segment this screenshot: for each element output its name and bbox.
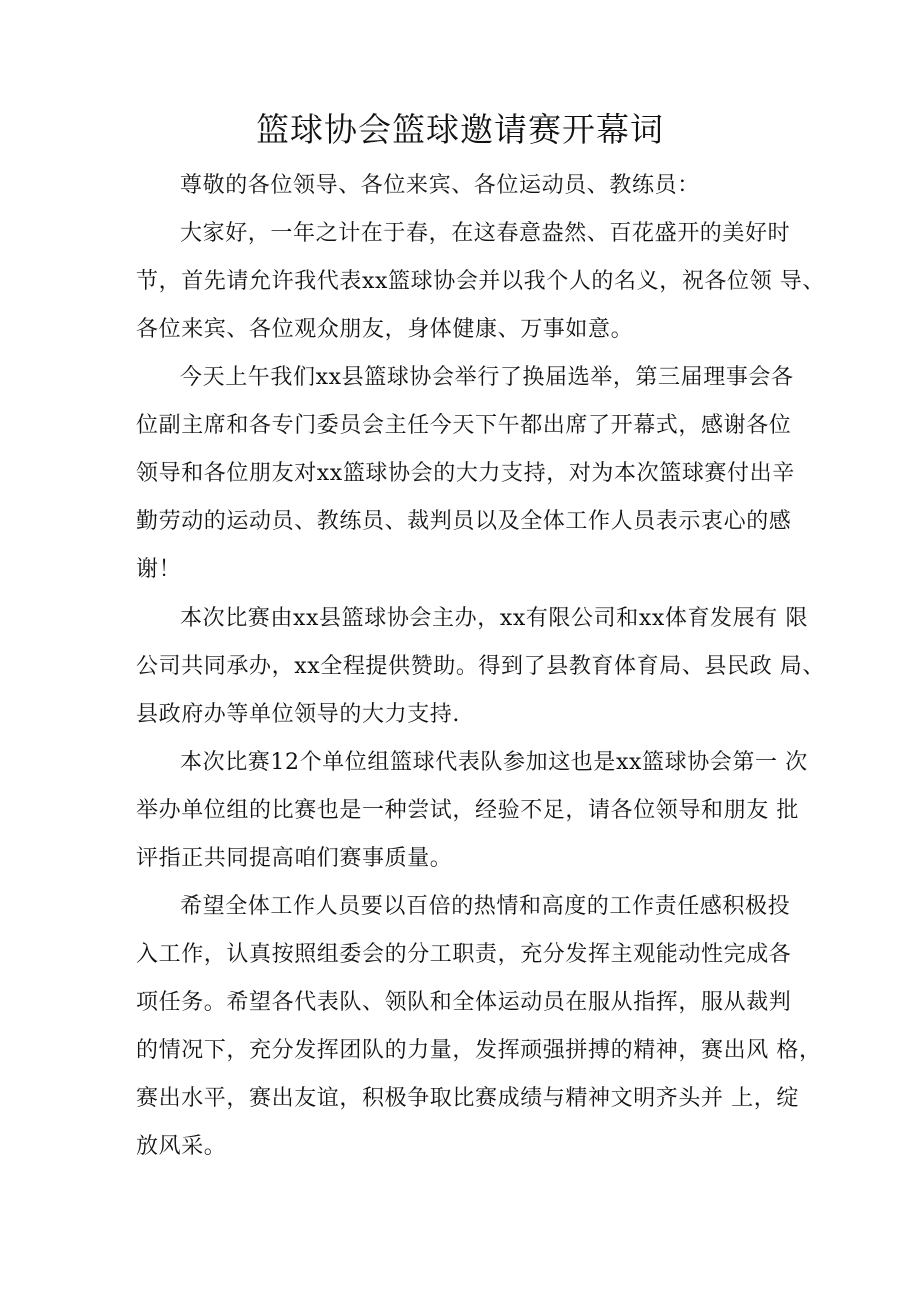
paragraph-line: 勤劳动的运动员、教练员、裁判员以及全体工作人员表示衷心的感 [136, 509, 792, 534]
paragraph-line: 评指正共同提高咱们赛事质量。 [136, 846, 453, 871]
paragraph-line: 项任务。希望各代表队、领队和全体运动员在服从指挥，服从裁判 [136, 990, 792, 1015]
paragraph-line: 举办单位组的比赛也是一种尝试，经验不足，请各位领导和朋友 批 [136, 798, 799, 823]
paragraph-line: 大家好，一年之计在于春，在这春意盎然、百花盛开的美好时 [180, 221, 791, 246]
paragraph-line: 谢！ [136, 557, 182, 582]
paragraph-line: 赛出水平，赛出友谊，积极争取比赛成绩与精神文明齐头并 上，绽 [136, 1086, 799, 1111]
document-title: 篮球协会篮球邀请赛开幕词 [256, 110, 664, 149]
paragraph-line: 公司共同承办，xx全程提供赞助。得到了县教育体育局、县民政 局、 [136, 654, 826, 679]
paragraph-line: 今天上午我们xx县篮球协会举行了换届选举，第三届理事会各 [180, 365, 794, 390]
paragraph-line: 入工作，认真按照组委会的分工职责，充分发挥主观能动性完成各 [136, 942, 792, 967]
paragraph-line: 本次比赛12个单位组篮球代表队参加这也是xx篮球协会第一 次 [180, 750, 808, 775]
salutation-line: 尊敬的各位领导、各位来宾、各位运动员、教练员： [180, 173, 700, 198]
paragraph-line: 位副主席和各专门委员会主任今天下午都出席了开幕式，感谢各位 [136, 413, 792, 438]
paragraph-line: 县政府办等单位领导的大力支持. [136, 702, 460, 727]
paragraph-line: 各位来宾、各位观众朋友，身体健康、万事如意。 [136, 317, 634, 342]
paragraph-line: 放风采。 [136, 1134, 227, 1159]
paragraph-line: 领导和各位朋友对xx篮球协会的大力支持，对为本次篮球赛付出辛 [136, 461, 795, 486]
paragraph-line: 的情况下，充分发挥团队的力量，发挥顽强拼搏的精神，赛出风 格， [136, 1038, 822, 1063]
paragraph-line: 本次比赛由xx县篮球协会主办，xx有限公司和xx体育发展有 限 [180, 606, 809, 631]
paragraph-line: 节，首先请允许我代表xx篮球协会并以我个人的名义，祝各位领 导、 [136, 269, 826, 294]
paragraph-line: 希望全体工作人员要以百倍的热情和高度的工作责任感积极投 [180, 894, 791, 919]
